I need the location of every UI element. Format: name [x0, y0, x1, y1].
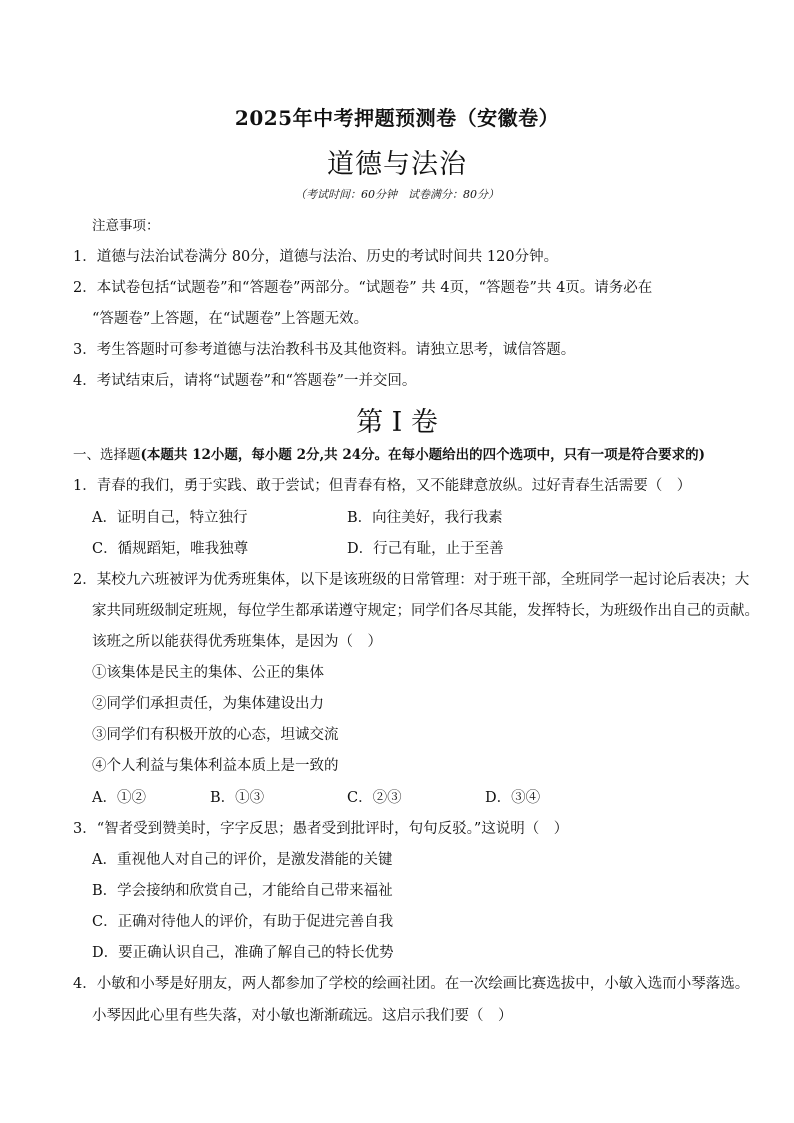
option-a: A．重视他人对自己的评价，是激发潜能的关键 — [92, 852, 393, 868]
notice-item: 2．本试卷包括“试题卷”和“答题卷”两部分。“试题卷” 共 4页，“答题卷”共 4页。请务必在 — [73, 280, 653, 296]
question-stem-continued: 该班之所以能获得优秀班集体，是因为（ ） — [92, 634, 382, 650]
option-b: B．学会接纳和欣赏自己，才能给自己带来福祉 — [92, 883, 393, 899]
section-instruction — [73, 445, 705, 465]
option-b: B．①③ — [210, 790, 265, 806]
option-c: C．循规蹈矩，唯我独尊 — [92, 541, 249, 557]
exam-title: 2025年中考押题预测卷（安徽卷） — [234, 106, 560, 130]
statement-item: ①该集体是民主的集体、公正的集体 — [92, 665, 324, 681]
option-d: D．要正确认识自己，准确了解自己的特长优势 — [92, 945, 394, 961]
option-c: C．正确对待他人的评价，有助于促进完善自我 — [92, 914, 394, 930]
notice-heading: 注意事项： — [92, 218, 160, 234]
question-stem-continued: 小琴因此心里有些失落，对小敏也渐渐疏远。这启示我们要（ ） — [92, 1008, 513, 1024]
notice-item: 4．考试结束后，请将“试题卷”和“答题卷”一并交回。 — [73, 373, 417, 389]
subject-title: 道德与法治 — [327, 149, 467, 180]
option-a: A．①② — [92, 790, 146, 806]
question-stem: 3．“智者受到赞美时，字字反思；愚者受到批评时，句句反驳。”这说明（ ） — [73, 821, 569, 837]
option-c: C．②③ — [347, 790, 402, 806]
question-stem: 2．某校九六班被评为优秀班集体，以下是该班级的日常管理：对于班干部，全班同学一起讨论后表决；大 — [73, 572, 750, 588]
statement-item: ③同学们有积极开放的心态，坦诚交流 — [92, 727, 339, 743]
option-b: B．向往美好，我行我素 — [347, 510, 503, 526]
statement-item: ②同学们承担责任，为集体建设出力 — [92, 696, 324, 712]
question-stem: 4．小敏和小琴是好朋友，两人都参加了学校的绘画社团。在一次绘画比赛选拔中，小敏入选而小琴落选。 — [73, 976, 750, 992]
question-stem: 1．青春的我们，勇于实践、敢于尝试；但青春有格，又不能肆意放纵。过好青春生活需要（ ） — [73, 478, 692, 494]
question-stem-continued: 家共同班级制定班规，每位学生都承诺遵守规定；同学们各尽其能，发挥特长，为班级作出自己的贡献。 — [92, 603, 759, 619]
notice-item: 3．考生答题时可参考道德与法治教科书及其他资料。请独立思考，诚信答题。 — [73, 342, 576, 358]
option-d: D．③④ — [485, 790, 541, 806]
statement-item: ④个人利益与集体利益本质上是一致的 — [92, 758, 339, 774]
section-instruction-prefix: 一、选择题 — [73, 447, 141, 463]
notice-item-continued: “答题卷”上答题，在“试题卷”上答题无效。 — [92, 311, 369, 327]
notice-item: 1．道德与法治试卷满分 80分，道德与法治、历史的考试时间共 120分钟。 — [73, 249, 559, 265]
exam-info: （考试时间：60分钟 试卷满分：80分） — [295, 188, 499, 201]
section-title: 第 I 卷 — [356, 407, 438, 438]
option-d: D．行己有耻，止于至善 — [347, 541, 504, 557]
option-a: A．证明自己，特立独行 — [92, 510, 248, 526]
section-instruction-detail: (本题共 12小题，每小题 2分,共 24分。在每小题给出的四个选项中，只有一项是符合要求的) — [140, 447, 706, 463]
